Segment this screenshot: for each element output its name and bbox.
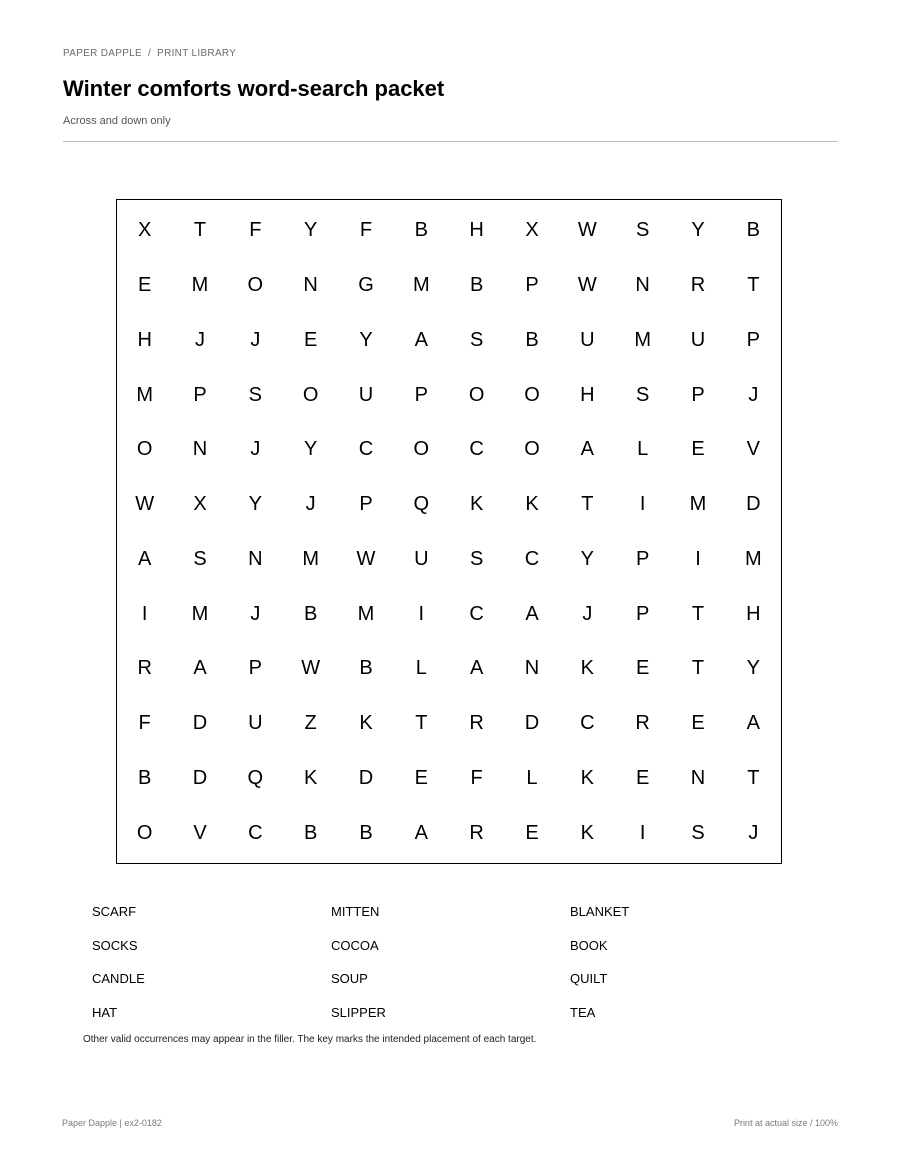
breadcrumb [63,48,236,59]
grid-cell: C [469,602,484,625]
grid-cell: H [580,383,595,406]
grid-cell: D [524,712,540,735]
grid-cell: M [302,547,319,570]
grid-cell: L [415,657,427,680]
grid-cell: W [301,657,321,680]
grid-cell: F [138,712,151,735]
grid-cell: I [418,602,425,625]
grid-cell: J [250,438,261,461]
grid-cell: K [580,821,594,844]
grid-cell: C [469,438,484,461]
grid-cell: Y [248,493,262,516]
word-list-item: COCOA [331,937,379,953]
grid-cell: J [194,328,205,351]
puzzle-note: Other valid occurrences may appear in the filler. The key marks the intended placement of each target. [83,1034,537,1045]
grid-cell: O [247,274,264,297]
grid-cell: X [137,219,152,242]
grid-cell: L [526,766,538,789]
word-list-item: BOOK [570,937,608,953]
grid-cell: P [248,657,262,680]
grid-cell: Q [413,493,430,516]
word-list-item: SOUP [331,971,368,986]
grid-cell: K [469,493,484,516]
grid-cell: P [746,328,760,351]
grid-cell: U [690,328,706,351]
grid-cell: B [746,219,760,242]
grid-cell: K [580,657,594,680]
grid-cell: J [250,602,261,625]
grid-cell: O [468,383,485,406]
grid-cell: S [469,328,484,351]
grid-cell: F [359,219,373,242]
word-list-item: MITTEN [331,904,380,919]
grid-cell: M [689,493,707,516]
grid-cell: U [248,712,263,735]
grid-cell: W [135,493,155,516]
grid-cell: O [136,821,153,844]
grid-cell: J [250,328,261,351]
grid-cell: L [637,438,649,461]
grid-cell: E [303,328,318,351]
grid-cell: S [469,547,484,570]
header-divider [63,141,838,142]
grid-cell: X [525,219,539,242]
grid-cell: Y [580,547,594,570]
grid-cell: J [748,821,759,844]
grid-cell: P [525,274,539,297]
word-list-item: SLIPPER [331,1004,386,1020]
grid-cell: Q [247,766,264,789]
grid-cell: B [303,602,318,625]
footer-right: Print at actual size / 100% [733,1118,838,1128]
grid-cell: Y [359,328,373,351]
grid-cell: K [359,712,373,735]
grid-cell: E [691,438,705,461]
grid-cell: P [691,383,705,406]
grid-cell: A [469,657,484,680]
grid-cell: V [193,821,207,844]
grid-cell: H [469,219,484,242]
grid-cell: K [303,766,318,789]
grid-cell: R [469,712,484,735]
grid-cell: K [580,766,594,789]
grid-cell: J [748,383,759,406]
grid-cell: O [524,383,540,406]
grid-cell: S [635,383,650,406]
grid-cell: M [136,383,153,406]
grid-cell: C [248,821,263,844]
grid-cell: H [746,602,761,625]
grid-cell: Y [691,219,705,242]
grid-cell: M [191,602,209,625]
grid-cell: O [413,438,430,461]
grid-cell: Z [304,712,317,735]
grid-cell: E [525,821,539,844]
grid-cell: J [305,493,316,516]
grid-cell: N [303,274,318,297]
grid-cell: O [302,383,319,406]
grid-cell: R [635,712,650,735]
grid-cell: W [577,219,597,242]
grid-cell: S [635,219,650,242]
grid-cell: T [581,493,594,516]
grid-cell: M [634,328,651,351]
grid-cell: A [137,547,152,570]
grid-cell: E [691,712,705,735]
word-list-item: CANDLE [92,971,145,986]
grid-cell: P [635,547,650,570]
grid-cell: S [691,821,705,844]
grid-cell: Y [303,219,318,242]
grid-cell: S [248,383,262,406]
grid-cell: G [358,274,374,297]
grid-cell: D [192,766,208,789]
grid-cell: J [582,602,593,625]
word-search-grid [116,199,782,864]
grid-cell: U [580,328,595,351]
grid-cell: P [635,602,650,625]
grid-cell: E [635,657,650,680]
grid-cell: U [414,547,429,570]
word-list [92,903,812,1037]
grid-cell: B [303,821,318,844]
grid-cell: V [746,438,760,461]
grid-cell: U [358,383,374,406]
word-list-item: SCARF [92,904,137,919]
grid-cell: H [137,328,152,351]
grid-cell: S [193,547,207,570]
grid-cell: N [690,766,706,789]
grid-cell: P [193,383,207,406]
grid-cell: W [356,547,376,570]
grid-cell: N [248,547,263,570]
page-title: Winter comforts word-search packet [63,76,445,101]
grid-cell: O [524,438,540,461]
grid-cell: M [191,274,209,297]
grid-cell: F [249,219,262,242]
grid-cell: P [359,493,373,516]
grid-cell: R [690,274,706,297]
grid-cell: A [193,657,207,680]
grid-cell: T [691,602,705,625]
grid-cell: B [525,328,539,351]
grid-cell: D [358,766,374,789]
grid-cell: A [746,712,760,735]
grid-cell: E [414,766,428,789]
breadcrumb-item-library: PRINT LIBRARY [157,48,237,59]
grid-cell: N [524,657,540,680]
grid-cell: T [747,274,760,297]
grid-cell: T [691,657,705,680]
page-subtitle: Across and down only [63,115,171,127]
word-list-item: QUILT [570,971,608,986]
grid-cell: K [525,493,539,516]
word-list-item: TEA [570,1004,596,1020]
grid-cell: A [414,821,428,844]
footer-left: Paper Dapple | ex2-0182 [62,1118,162,1128]
grid-cell: F [470,766,483,789]
grid-cell: B [469,274,484,297]
grid-cell: B [137,766,152,789]
grid-cell: I [639,493,646,516]
grid-cell: B [414,219,428,242]
word-list-item: SOCKS [92,937,138,953]
grid-cell: M [357,602,375,625]
word-list-item: HAT [92,1004,118,1020]
grid-cell: X [193,493,207,516]
grid-cell: P [414,383,428,406]
breadcrumb-separator: / [148,48,152,59]
grid-cell: A [414,328,428,351]
grid-cell: B [359,657,373,680]
grid-cell: A [525,602,539,625]
grid-cell: Y [303,438,318,461]
grid-cell: I [695,547,701,570]
grid-cell: N [192,438,208,461]
word-list-item: BLANKET [570,904,630,919]
grid-cell: C [358,438,374,461]
breadcrumb-item-brand: PAPER DAPPLE [63,48,143,59]
grid-cell: R [137,657,152,680]
grid-cell: D [192,712,208,735]
grid-cell: W [577,274,597,297]
grid-cell: B [359,821,373,844]
grid-cell: I [639,821,646,844]
grid-cell: A [580,438,594,461]
grid-cell: C [580,712,595,735]
grid-cell: T [415,712,428,735]
grid-cell: M [412,274,430,297]
grid-cell: T [747,766,760,789]
grid-cell: C [524,547,540,570]
grid-cell: Y [746,657,760,680]
grid-cell: M [744,547,762,570]
grid-cell: O [136,438,153,461]
grid-cell: N [635,274,650,297]
grid-cell: R [469,821,484,844]
grid-cell: I [141,602,148,625]
grid-cell: E [137,274,152,297]
grid-cell: E [635,766,650,789]
grid-cell: D [746,493,761,516]
grid-cell: T [193,219,207,242]
